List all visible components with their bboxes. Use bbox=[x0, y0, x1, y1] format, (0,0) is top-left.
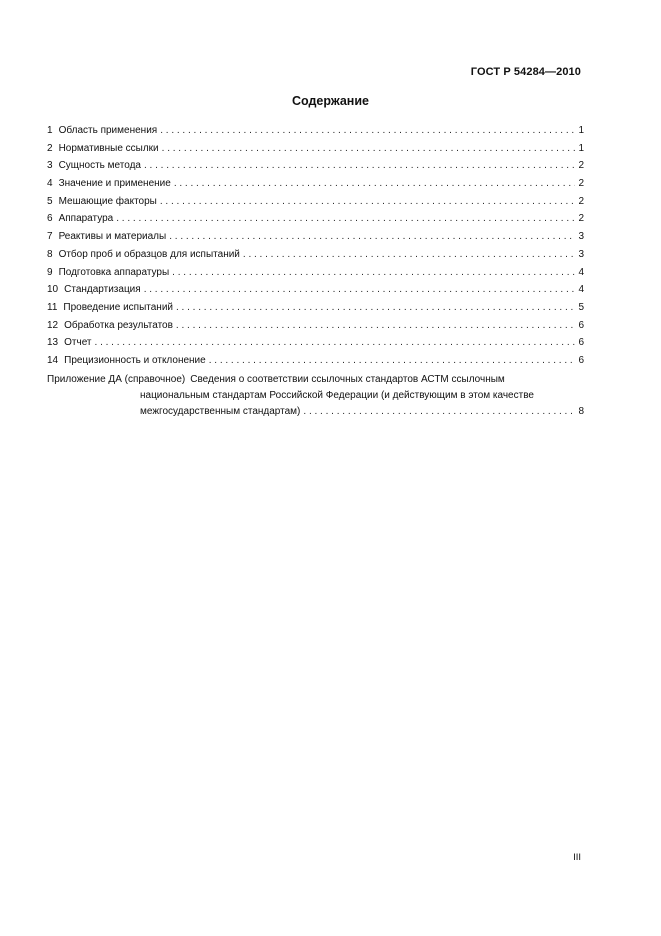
toc-leader-dots bbox=[169, 231, 575, 242]
toc-item[interactable] bbox=[47, 267, 584, 285]
toc-item-page: 3 bbox=[578, 231, 584, 243]
appendix-designation: Приложение ДА (справочное) bbox=[47, 373, 186, 385]
table-of-contents bbox=[47, 125, 584, 422]
toc-item-number: 4 bbox=[47, 178, 53, 190]
toc-item[interactable] bbox=[47, 337, 584, 355]
toc-leader-dots bbox=[209, 355, 575, 366]
toc-item-page: 2 bbox=[578, 178, 584, 190]
toc-item-label: Нормативные ссылки bbox=[58, 142, 159, 154]
toc-leader-dots bbox=[95, 337, 575, 348]
toc-item[interactable] bbox=[47, 320, 584, 338]
toc-item-label: Стандартизация bbox=[64, 284, 141, 296]
toc-item-page: 1 bbox=[578, 142, 584, 154]
toc-item-page: 1 bbox=[578, 125, 584, 136]
toc-item-number: 1 bbox=[47, 125, 53, 136]
toc-item-page: 2 bbox=[578, 160, 584, 172]
toc-item-page: 5 bbox=[578, 301, 584, 313]
appendix-title-line-2: национальным стандартам Российской Федерации (и действующим в этом качестве bbox=[140, 389, 534, 401]
appendix-title-line-1: Сведения о соответствии ссылочных стандартов АСТМ ссылочным bbox=[190, 373, 505, 385]
toc-leader-dots bbox=[160, 196, 575, 207]
toc-item-label: Значение и применение bbox=[58, 178, 171, 190]
toc-item-label: Аппаратура bbox=[58, 213, 114, 225]
toc-leader-dots bbox=[303, 406, 575, 417]
toc-item-page: 4 bbox=[578, 266, 584, 278]
toc-item-number: 3 bbox=[47, 160, 53, 172]
document-code: ГОСТ Р 54284—2010 bbox=[470, 66, 581, 78]
toc-item-label: Сущность метода bbox=[58, 160, 141, 172]
toc-item-label: Мешающие факторы bbox=[58, 195, 157, 207]
toc-item-number: 5 bbox=[47, 195, 53, 207]
appendix-title-line-3: межгосударственным стандартам) bbox=[140, 405, 301, 417]
toc-item-page: 2 bbox=[578, 195, 584, 207]
toc-appendix-item[interactable] bbox=[47, 374, 584, 422]
toc-item[interactable] bbox=[47, 178, 584, 196]
toc-item-page: 2 bbox=[578, 213, 584, 225]
toc-item-page: 3 bbox=[578, 248, 584, 260]
toc-item-number: 9 bbox=[47, 266, 53, 278]
toc-item-number: 12 bbox=[47, 319, 59, 331]
toc-item-label: Проведение испытаний bbox=[63, 301, 173, 313]
toc-leader-dots bbox=[243, 249, 575, 260]
toc-item-number: 8 bbox=[47, 248, 53, 260]
toc-item-page: 6 bbox=[578, 354, 584, 366]
toc-item-label: Подготовка аппаратуры bbox=[58, 266, 170, 278]
toc-leader-dots bbox=[176, 302, 575, 313]
toc-leader-dots bbox=[176, 320, 575, 331]
toc-item-label: Прецизионность и отклонение bbox=[64, 354, 206, 366]
toc-item[interactable] bbox=[47, 284, 584, 302]
toc-item-label: Реактивы и материалы bbox=[58, 231, 167, 243]
toc-item[interactable] bbox=[47, 249, 584, 267]
toc-item-number: 7 bbox=[47, 231, 53, 243]
toc-item-label: Область применения bbox=[58, 125, 158, 136]
toc-item[interactable] bbox=[47, 196, 584, 214]
toc-item[interactable] bbox=[47, 355, 584, 373]
toc-leader-dots bbox=[172, 267, 575, 278]
toc-item[interactable] bbox=[47, 160, 584, 178]
toc-item-page: 4 bbox=[578, 284, 584, 296]
toc-item-label: Обработка результатов bbox=[64, 319, 173, 331]
toc-item-number: 13 bbox=[47, 337, 59, 349]
toc-item[interactable] bbox=[47, 125, 584, 143]
toc-item-page: 6 bbox=[578, 319, 584, 331]
page-number: III bbox=[573, 852, 581, 863]
toc-item-number: 2 bbox=[47, 142, 53, 154]
toc-item-number: 14 bbox=[47, 354, 59, 366]
toc-item[interactable] bbox=[47, 143, 584, 161]
toc-leader-dots bbox=[174, 178, 575, 189]
toc-item[interactable] bbox=[47, 213, 584, 231]
toc-item-number: 11 bbox=[47, 301, 58, 313]
toc-leader-dots bbox=[144, 160, 575, 171]
toc-leader-dots bbox=[162, 143, 575, 154]
toc-leader-dots bbox=[160, 125, 575, 136]
toc-leader-dots bbox=[116, 213, 575, 224]
toc-item-page: 8 bbox=[578, 405, 584, 417]
toc-item[interactable] bbox=[47, 231, 584, 249]
toc-item-number: 10 bbox=[47, 284, 59, 296]
toc-leader-dots bbox=[144, 284, 575, 295]
toc-item-label: Отбор проб и образцов для испытаний bbox=[58, 248, 240, 260]
toc-item-label: Отчет bbox=[64, 337, 92, 349]
toc-item-number: 6 bbox=[47, 213, 53, 225]
toc-title: Содержание bbox=[291, 94, 369, 108]
toc-item[interactable] bbox=[47, 302, 584, 320]
toc-item-page: 6 bbox=[578, 337, 584, 349]
